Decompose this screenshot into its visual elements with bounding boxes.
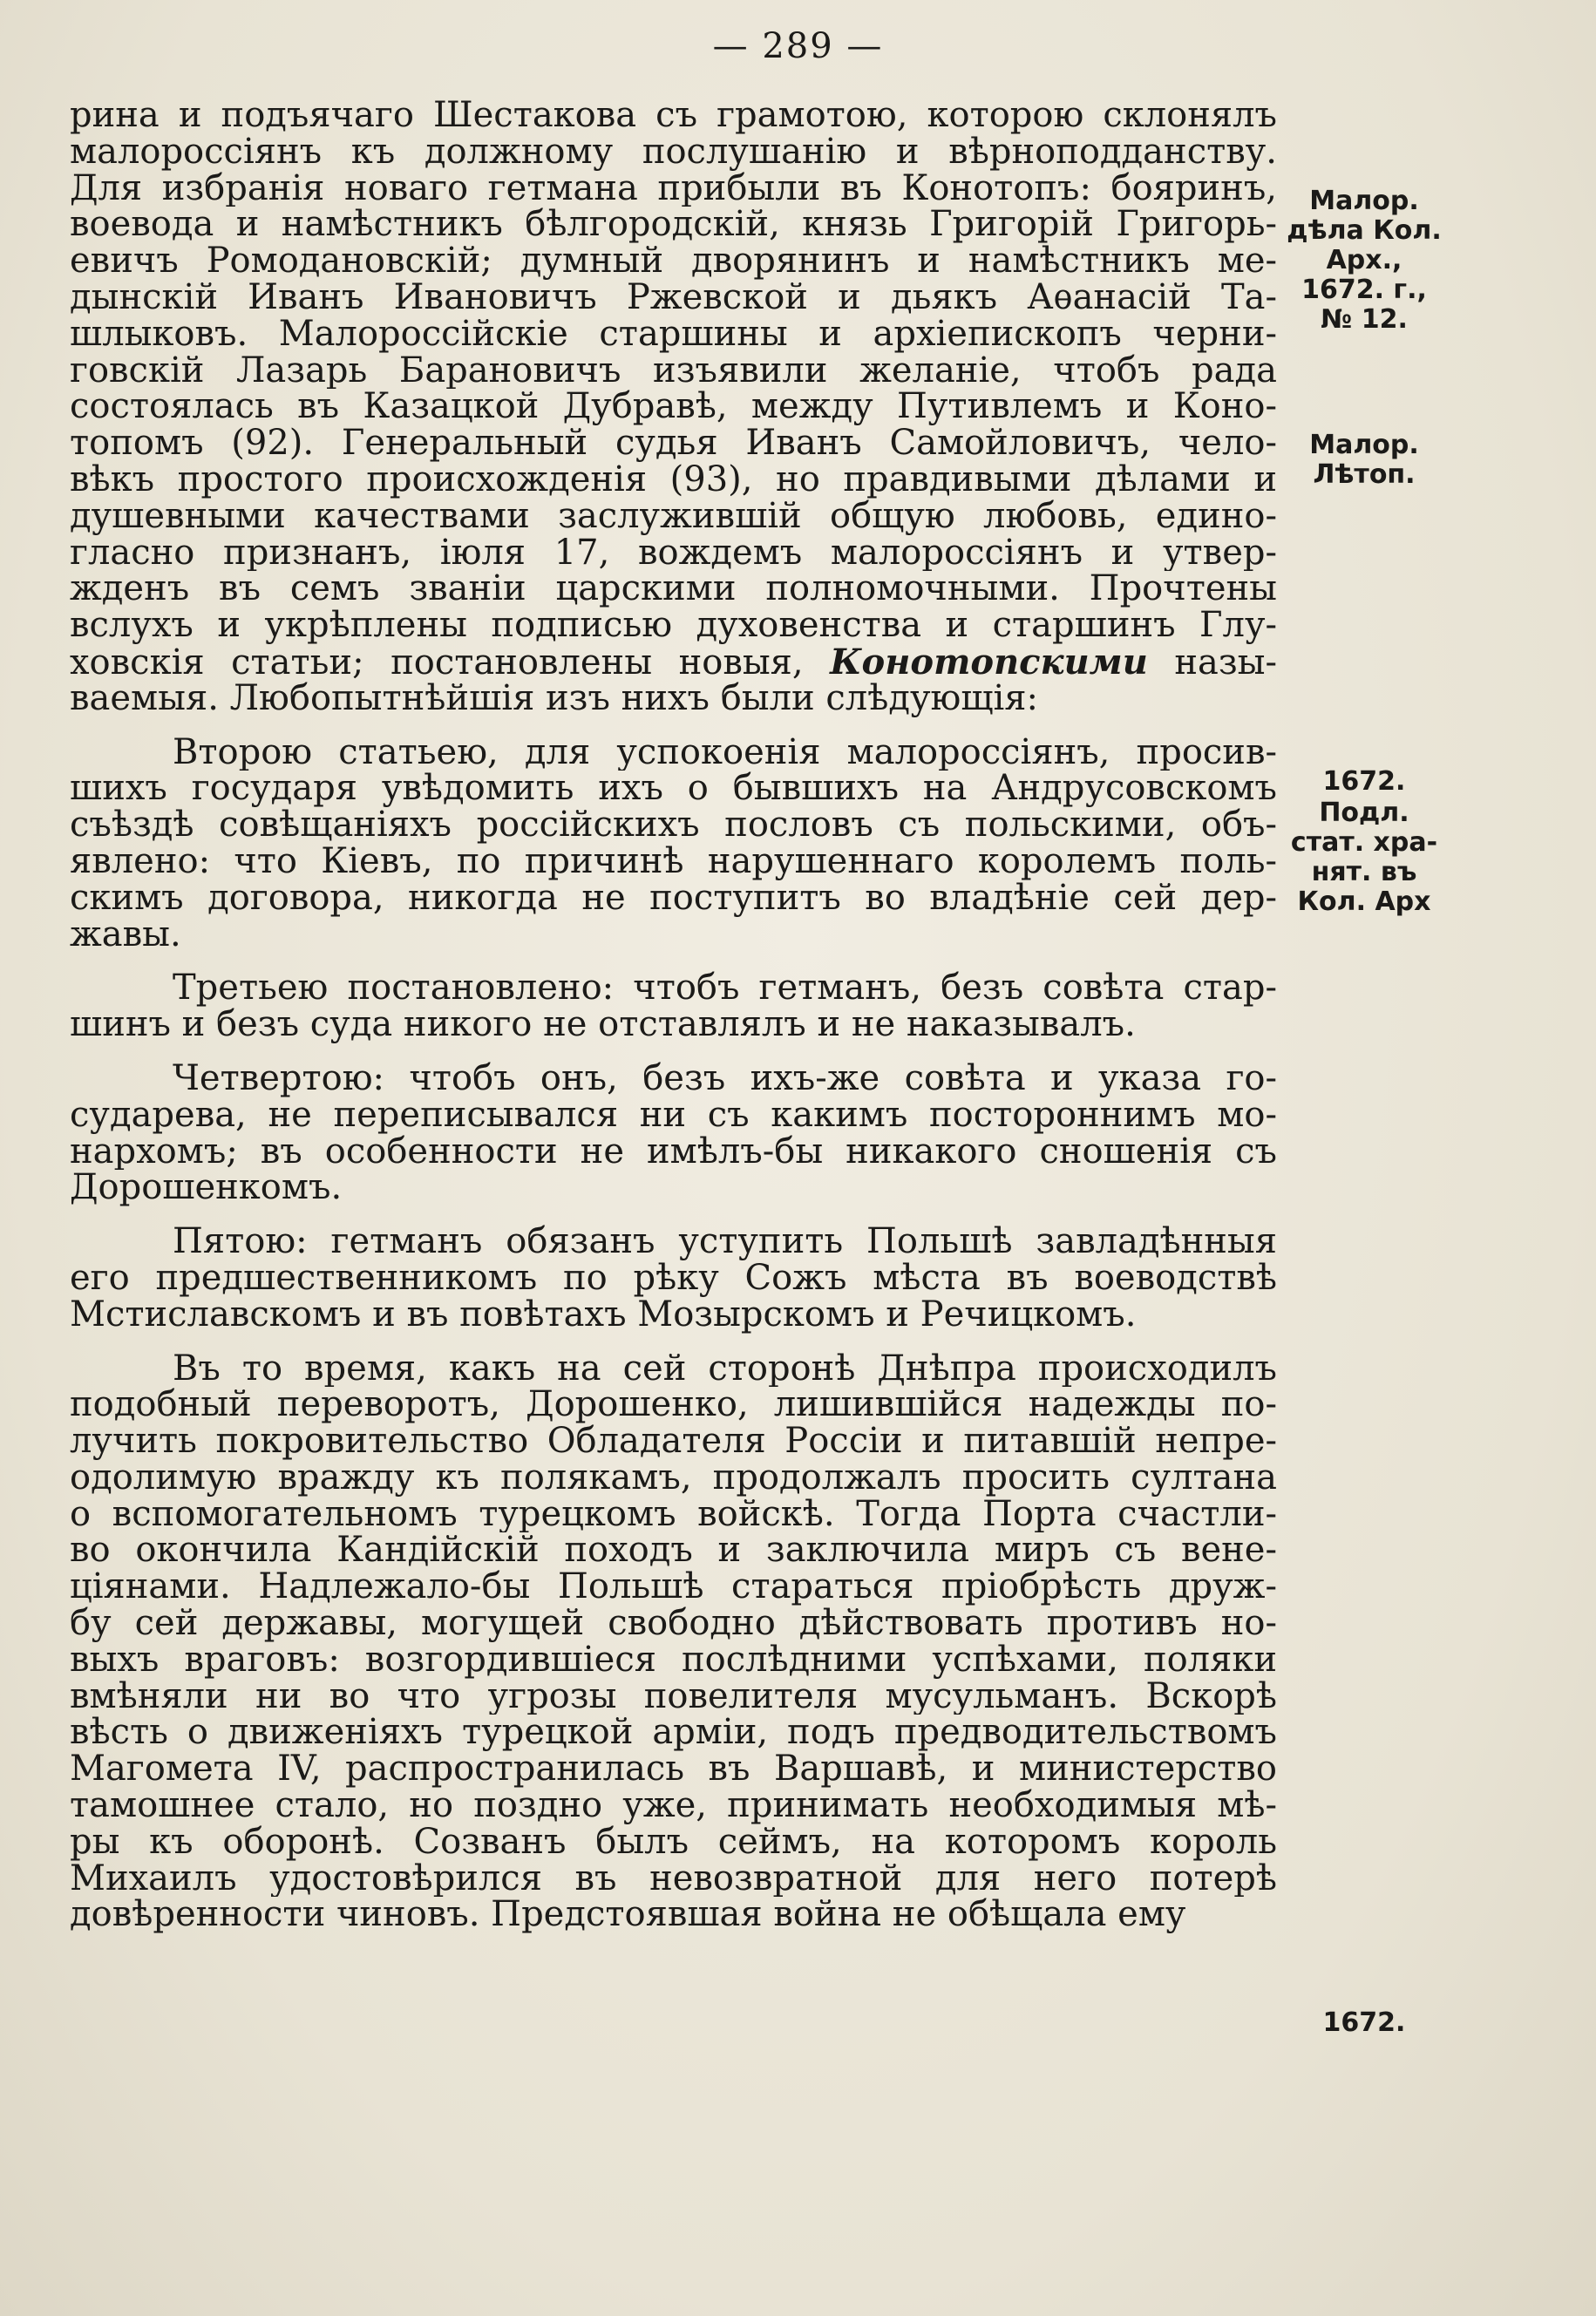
text-line: малороссіянъ къ должному послушанію и вѣрноподданству. — [70, 133, 1277, 171]
text-line: довѣренности чиновъ. Предстоявшая война не обѣщала ему — [70, 1897, 1186, 1934]
text-line: рина и подъячаго Шестакова съ грамотою, которою склонялъ — [70, 98, 1277, 134]
text-line: Для избранія новаго гетмана прибыли въ Конотопъ: бояринъ, — [70, 170, 1277, 207]
margin-note-archive: Малор. дѣла Кол. Арх., 1672. г., № 12. — [1287, 186, 1442, 335]
margin-note-original: Подл. стат. хра- нят. въ Кол. Арх — [1290, 798, 1438, 917]
text-line: шинъ и безъ суда никого не отставлялъ и не наказывалъ. — [70, 1007, 1136, 1043]
paragraph-gap — [70, 717, 1277, 735]
text-line: Четвертою: чтобъ онъ, безъ ихъ-же совѣта и указа го- — [173, 1060, 1277, 1097]
text-line: Пятою: гетманъ обязанъ уступить Польшѣ завладѣнныя — [173, 1224, 1277, 1260]
text-line: Мстиславскомъ и въ повѣтахъ Мозырскомъ и Речицкомъ. — [70, 1296, 1137, 1334]
text-line: подобный переворотъ, Дорошенко, лишившійся надежды по- — [70, 1387, 1277, 1424]
text-line: Второю статьею, для успокоенія малороссіянъ, просив- — [173, 734, 1277, 771]
main-text — [70, 98, 1277, 1933]
paragraph-gap — [70, 1043, 1277, 1061]
text-line: ховскія статьи; постановлены новыя, Конотопскими назы- — [70, 644, 1277, 681]
text-line: жденъ въ семъ званіи царскими полномочными. Прочтены — [70, 571, 1277, 608]
text-line: бу сей державы, могущей свободно дѣйствовать противъ но- — [70, 1606, 1277, 1642]
text-line: Михаилъ удостовѣрился въ невозвратной для него потерѣ — [70, 1860, 1277, 1898]
text-line: воевода и намѣстникъ бѣлгородскій, князь Григорій Григорь- — [70, 207, 1277, 244]
text-line: шлыковъ. Малороссійскіе старшины и архіепископъ черни- — [70, 316, 1277, 353]
text-line: шихъ государя увѣдомить ихъ о бывшихъ на Андрусовскомъ — [70, 771, 1277, 808]
text-line: дынскій Иванъ Ивановичъ Ржевской и дьякъ Аѳанасій Та- — [70, 279, 1277, 316]
text-line: тамошнее стало, но поздно уже, принимать необходимыя мѣ- — [70, 1788, 1277, 1824]
text-line: вмѣняли ни во что угрозы повелителя мусульманъ. Вскорѣ — [70, 1678, 1277, 1715]
text-line: душевными качествами заслужившій общую любовь, едино- — [70, 498, 1277, 535]
page-number: — 289 — — [712, 26, 884, 66]
text-line: ціянами. Надлежало-бы Польшѣ стараться пріобрѣсть друж- — [70, 1569, 1277, 1606]
text-line: выхъ враговъ: возгордившіеся послѣдними успѣхами, поляки — [70, 1641, 1277, 1679]
margin-note-chronicle: Малор. Лѣтоп. — [1309, 430, 1419, 490]
text-line: говскій Лазарь Барановичъ изъявили желаніе, чтобъ рада — [70, 352, 1277, 390]
text-line: жавы. — [70, 916, 181, 954]
text-line: вѣсть о движеніяхъ турецкой арміи, подъ предводительствомъ — [70, 1715, 1277, 1752]
text-line: лучить покровительство Обладателя Россіи и питавшій непре- — [70, 1423, 1277, 1460]
paragraph-gap — [70, 1206, 1277, 1224]
text-line: гласно признанъ, іюля 17, вождемъ малороссіянъ и утвер- — [70, 534, 1277, 572]
text-line: вѣкъ простого происхожденія (93), но правдивыми дѣлами и — [70, 461, 1277, 499]
margin-note-year-2: 1672. — [1322, 2007, 1406, 2038]
text-line: топомъ (92). Генеральный судья Иванъ Самойловичъ, чело- — [70, 425, 1277, 462]
text-line: ваемыя. Любопытнѣйшія изъ нихъ были слѣдующія: — [70, 680, 1039, 717]
text-line: нархомъ; въ особенности не имѣлъ-бы никакого сношенія съ — [70, 1133, 1277, 1171]
text-line: его предшественникомъ по рѣку Сожъ мѣста въ воеводствѣ — [70, 1260, 1277, 1297]
paragraph-gap — [70, 953, 1277, 970]
text-line: Магомета IV, распространилась въ Варшавѣ, и министерство — [70, 1751, 1277, 1789]
text-line: съѣздѣ совѣщаніяхъ россійскихъ пословъ съ польскими, объ- — [70, 807, 1277, 844]
text-line: состоялась въ Казацкой Дубравѣ, между Путивлемъ и Коно- — [70, 389, 1277, 426]
text-line: ры къ оборонѣ. Созванъ былъ сеймъ, на которомъ король — [70, 1824, 1277, 1861]
italic-term: Конотопскими — [830, 643, 1148, 681]
text-line: сударева, не переписывался ни съ какимъ постороннимъ мо- — [70, 1097, 1277, 1134]
text-line: явлено: что Кіевъ, по причинѣ нарушеннаго королемъ поль- — [70, 843, 1277, 880]
text-line: во окончила Кандійскій походъ и заключила миръ съ вене- — [70, 1532, 1277, 1570]
text-line: Въ то время, какъ на сей сторонѣ Днѣпра происходилъ — [173, 1350, 1277, 1388]
paragraph-gap — [70, 1334, 1277, 1351]
margin-note-year: 1672. — [1322, 766, 1406, 797]
text-line: о вспомогательномъ турецкомъ войскѣ. Тогда Порта счастли- — [70, 1496, 1277, 1533]
text-line: Дорошенкомъ. — [70, 1170, 343, 1207]
text-line: одолимую вражду къ полякамъ, продолжалъ просить султана — [70, 1459, 1277, 1497]
text-line: скимъ договора, никогда не поступитъ во владѣніе сей дер- — [70, 880, 1277, 917]
text-line: вслухъ и укрѣплены подписью духовенства и старшинъ Глу- — [70, 608, 1277, 644]
text-line: евичъ Ромодановскій; думный дворянинъ и намѣстникъ ме- — [70, 243, 1277, 280]
text-line: Третьею постановлено: чтобъ гетманъ, безъ совѣта стар- — [173, 970, 1277, 1008]
